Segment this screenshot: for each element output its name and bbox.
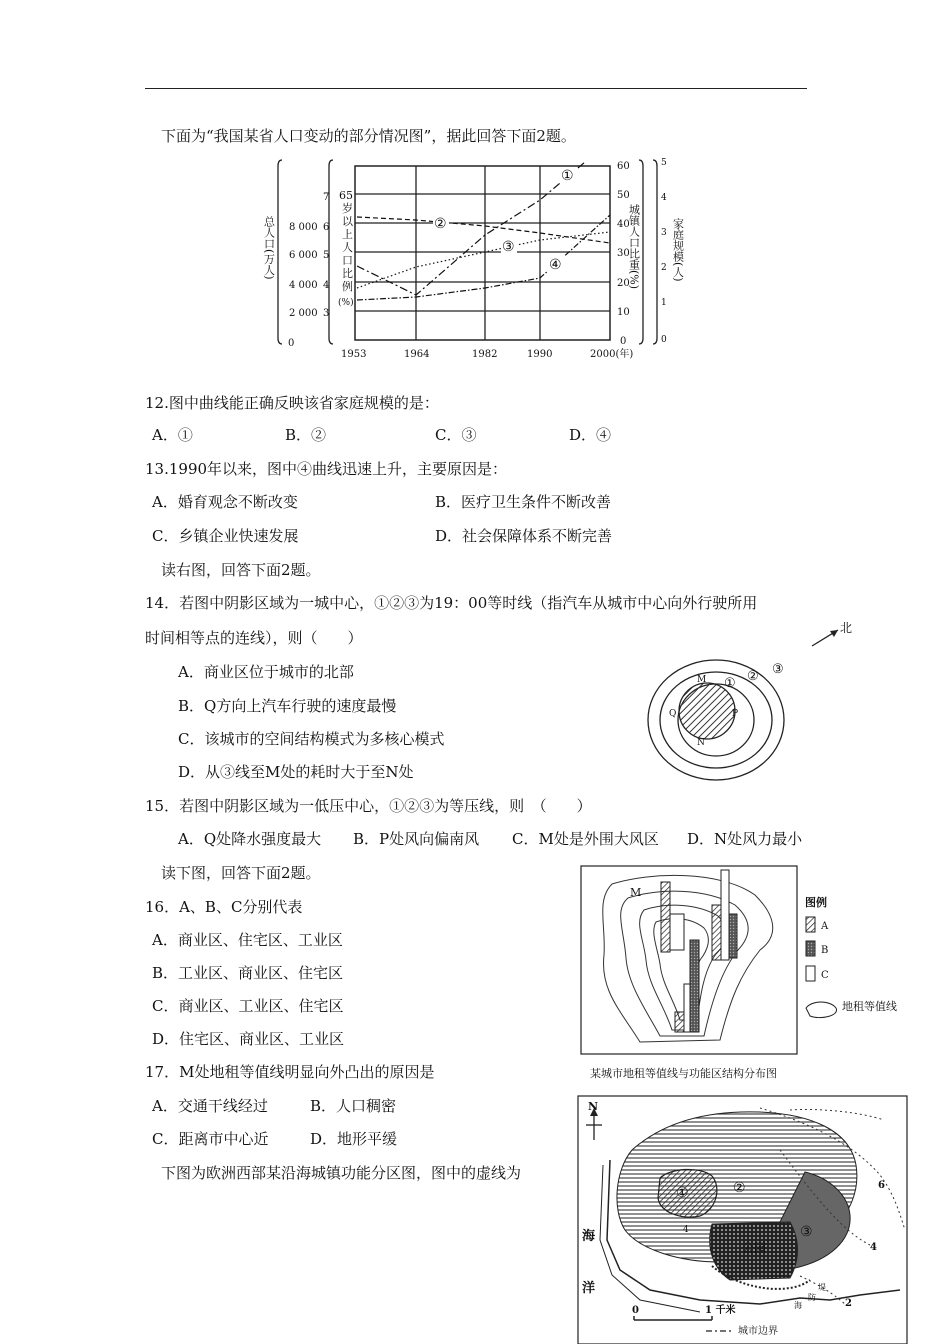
rent-contour-figure <box>578 864 897 1084</box>
q17-option-b: B．人口稠密 <box>310 1097 397 1115</box>
north-label: 北 <box>840 621 853 635</box>
ring-label-1: ① <box>724 676 736 691</box>
isochrone-figure <box>645 617 855 789</box>
coastal-town-figure <box>576 1094 908 1344</box>
curve-label-4: ④ <box>549 257 562 273</box>
q14-option-c: C．该城市的空间结构模式为多核心模式 <box>178 730 445 748</box>
q12-option-b: B．② <box>285 426 327 444</box>
left-tick: 6 000 <box>289 250 318 261</box>
mid-tick: 7 <box>323 192 330 203</box>
dike-char-1: 堤 <box>818 1283 826 1292</box>
q14-stem-line2: 时间相等点的连线），则（ ） <box>145 629 363 647</box>
mid-tick: 4 <box>323 280 330 291</box>
left-tick: 2 000 <box>289 308 318 319</box>
zone-label-3: ③ <box>800 1224 813 1240</box>
right-axis-title-urban: 城镇人口比重(%) <box>627 204 641 290</box>
point-m: M <box>697 675 707 685</box>
dike-char-0: 海 <box>794 1301 802 1310</box>
zone-label-1: ① <box>676 1185 689 1201</box>
right-tick: 20 <box>617 278 630 289</box>
legend-c: C <box>821 970 829 981</box>
intro-1: 下面为“我国某省人口变动的部分情况图”，据此回答下面2题。 <box>161 127 576 145</box>
x-label: 1990 <box>527 349 553 360</box>
curve-2 <box>357 217 610 243</box>
legend-swatch-c <box>806 966 815 981</box>
left-tick: 0 <box>288 338 295 349</box>
contour-num-4: 4 <box>870 1242 877 1253</box>
sea-label-2: 洋 <box>582 1281 596 1296</box>
q12-option-c: C．③ <box>435 426 477 444</box>
contour-num-6: 6 <box>878 1180 885 1191</box>
right-tick-2: 0 <box>661 335 667 345</box>
park-label: 公园 <box>742 1241 767 1255</box>
q13-stem: 13.1990年以来，图中④曲线迅速上升，主要原因是： <box>145 460 508 478</box>
q13-option-a: A．婚育观念不断改变 <box>152 493 298 511</box>
right-tick: 60 <box>617 161 630 172</box>
right-tick-2: 5 <box>661 158 667 168</box>
mid-title-char: 65 <box>339 189 353 202</box>
label-m: M <box>630 886 642 899</box>
ring-label-3: ③ <box>772 662 784 677</box>
right-tick: 0 <box>620 336 627 347</box>
curve-label-2: ② <box>434 216 447 232</box>
q13-option-c: C．乡镇企业快速发展 <box>152 527 299 545</box>
intro-2: 读右图，回答下面2题。 <box>161 561 321 579</box>
boundary-legend-label: 城市边界 <box>738 1326 778 1337</box>
curve-label-1: ① <box>561 168 574 184</box>
mid-title-char: 口 <box>342 254 353 267</box>
curve-3 <box>357 232 610 288</box>
curve-label-3: ③ <box>502 239 515 255</box>
ring-label-2: ② <box>747 669 759 684</box>
header-rule <box>145 88 807 89</box>
mid-tick: 3 <box>323 308 330 319</box>
q15-option-d: D．N处风力最小 <box>687 830 803 848</box>
q14-option-d: D．从③线至M处的耗时大于至N处 <box>178 763 414 781</box>
q16-option-c: C．商业区、工业区、住宅区 <box>152 997 344 1015</box>
legend-contour-label: 地租等值线 <box>842 1000 897 1013</box>
intro-3: 读下图，回答下面2题。 <box>161 864 321 882</box>
point-q: Q <box>669 709 677 719</box>
legend-swatch-a <box>806 917 815 932</box>
curve-4 <box>357 215 610 300</box>
legend-a: A <box>821 921 829 932</box>
dike-char-2: 防 <box>808 1293 816 1302</box>
q15-option-a: A．Q处降水强度最大 <box>178 830 322 848</box>
population-chart <box>262 156 685 361</box>
point-n: N <box>697 738 705 748</box>
x-label: 2000(年) <box>590 349 634 360</box>
right-tick: 30 <box>617 248 630 259</box>
sea-label-1: 海 <box>582 1229 596 1244</box>
rent-figure-caption: 某城市地租等值线与功能区结构分布图 <box>590 1067 777 1080</box>
x-label: 1982 <box>472 349 498 360</box>
right-tick-2: 4 <box>661 193 667 203</box>
contour-num-2: 2 <box>845 1298 852 1309</box>
q12-option-a: A．① <box>152 426 193 444</box>
mid-title-char: 例 <box>342 280 353 293</box>
mid-tick: 6 <box>323 222 330 233</box>
legend-b: B <box>821 945 829 956</box>
mid-tick: 5 <box>323 250 330 261</box>
legend-contour-swatch <box>806 1002 837 1018</box>
zone-label-2: ② <box>733 1180 746 1196</box>
left-tick: 8 000 <box>289 222 318 233</box>
right-tick-2: 3 <box>661 228 667 238</box>
q14-option-b: B．Q方向上汽车行驶的速度最慢 <box>178 697 397 715</box>
mid-title-char: 人 <box>342 241 353 254</box>
legend-title: 图例 <box>805 896 827 909</box>
mid-title-char: 比 <box>342 267 353 280</box>
q17-option-d: D．地形平缓 <box>310 1130 398 1148</box>
right-tick-2: 1 <box>661 298 667 308</box>
right-tick: 50 <box>617 190 630 201</box>
right-tick: 10 <box>617 307 630 318</box>
q13-option-b: B．医疗卫生条件不断改善 <box>435 493 612 511</box>
contour-num-4-inner: 4 <box>683 1225 689 1235</box>
q17-stem: 17．M处地租等值线明显向外凸出的原因是 <box>145 1063 435 1081</box>
mid-title-char: 岁 <box>342 202 353 215</box>
legend-swatch-b <box>806 941 815 956</box>
mid-title-char: 以 <box>342 215 353 228</box>
q12-option-d: D．④ <box>569 426 612 444</box>
q17-option-c: C．距离市中心近 <box>152 1130 269 1148</box>
q16-option-a: A．商业区、住宅区、工业区 <box>152 931 343 949</box>
north-arrow-label: N <box>588 1100 599 1113</box>
q16-stem: 16．A、B、C分别代表 <box>145 898 303 916</box>
scale-one-km: 1 千米 <box>705 1305 736 1316</box>
right-tick: 40 <box>617 219 630 230</box>
mid-title-char: (%) <box>338 298 354 308</box>
q12-stem: 12.图中曲线能正确反映该省家庭规模的是： <box>145 394 439 412</box>
left-tick: 4 000 <box>289 280 318 291</box>
point-p: P <box>732 709 739 719</box>
q14-stem-line1: 14．若图中阴影区域为一城中心，①②③为19：00等时线（指汽车从城市中心向外行驶所用 <box>145 594 758 612</box>
q15-option-b: B．P处风向偏南风 <box>353 830 480 848</box>
q17-option-a: A．交通干线经过 <box>152 1097 268 1115</box>
right-axis-title-family: 家庭规模(人) <box>671 218 685 282</box>
q14-option-a: A．商业区位于城市的北部 <box>178 663 354 681</box>
mid-title-char: 上 <box>342 228 353 241</box>
scale-zero: 0 <box>632 1305 639 1316</box>
q13-option-d: D．社会保障体系不断完善 <box>435 527 613 545</box>
x-label: 1964 <box>404 349 430 360</box>
q16-option-b: B．工业区、商业区、住宅区 <box>152 964 344 982</box>
intro-4: 下图为欧洲西部某沿海城镇功能分区图，图中的虚线为 <box>161 1164 522 1182</box>
q16-option-d: D．住宅区、商业区、工业区 <box>152 1030 345 1048</box>
x-label: 1953 <box>341 349 367 360</box>
curve-1 <box>357 162 585 295</box>
left-axis-title: 总人口(万人) <box>262 216 276 280</box>
right-tick-2: 2 <box>661 263 667 273</box>
q15-option-c: C．M处是外围大风区 <box>512 830 659 848</box>
q15-stem: 15．若图中阴影区域为一低压中心，①②③为等压线，则 （ ） <box>145 797 592 815</box>
